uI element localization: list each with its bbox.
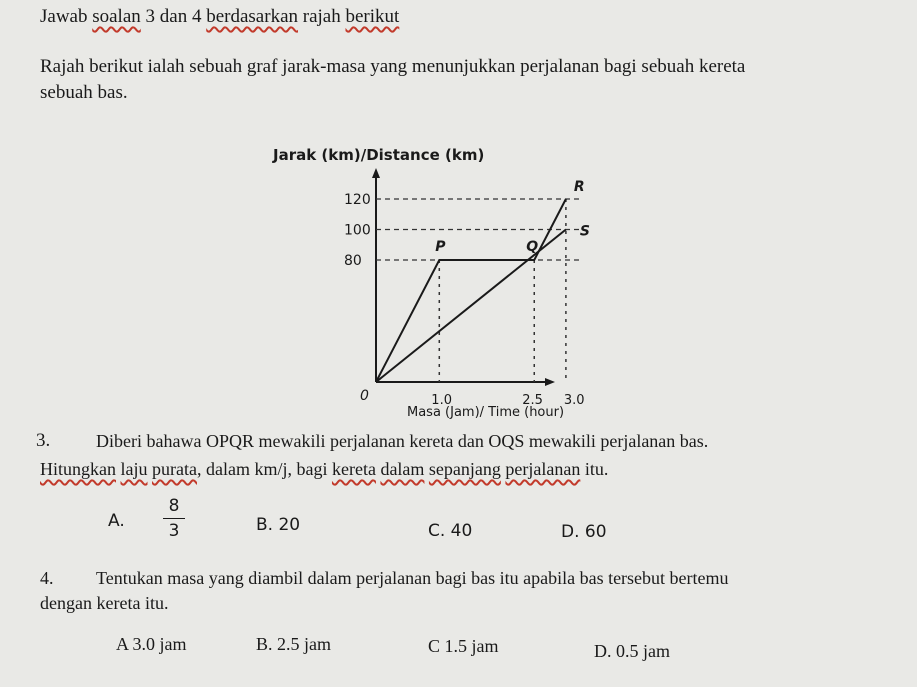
q4-option-d[interactable]: D. 0.5 jam (594, 641, 670, 661)
intro-line-2: sebuah bas. (40, 82, 128, 103)
q3-option-a-label[interactable]: A. (108, 511, 125, 531)
fraction-bar (163, 518, 185, 519)
y-tick-label-80: 80 (344, 253, 362, 269)
fraction-numerator: 8 (168, 496, 180, 516)
intro-line-1: Rajah berikut ialah sebuah graf jarak-masa yang menunjukkan perjalanan bagi sebuah kereta (40, 56, 746, 77)
x-tick-label-2.5: 2.5 (522, 393, 543, 408)
q3-option-a-fraction[interactable] (163, 496, 185, 541)
q3-line-2: Hitungkan laju purata, dalam km/j, bagi kereta dalam sepanjang perjalanan itu. (40, 459, 609, 479)
q3-line-1: Diberi bahawa OPQR mewakili perjalanan kereta dan OQS mewakili perjalanan bas. (96, 431, 709, 451)
q4-option-a[interactable]: A 3.0 jam (116, 634, 187, 654)
q3-option-b[interactable]: B. 20 (256, 515, 301, 535)
q4-line-1: Tentukan masa yang diambil dalam perjalanan bagi bas itu apabila bas tersebut bertemu (96, 568, 729, 588)
instruction-line: Jawab soalan 3 dan 4 berdasarkan rajah berikut (40, 6, 400, 27)
series-line-0 (376, 199, 566, 382)
x-tick-label-1.0: 1.0 (431, 393, 452, 408)
q3-number: 3. (36, 430, 51, 451)
x-tick-label-3.0: 3.0 (563, 393, 585, 408)
q4-line-2: dengan kereta itu. (40, 593, 169, 613)
point-label-Q: Q (526, 239, 539, 255)
q4-option-c[interactable]: C 1.5 jam (428, 636, 499, 656)
chart-title: Jarak (km)/Distance (km) (273, 146, 485, 164)
fraction-denominator: 3 (168, 521, 180, 541)
distance-time-graph (255, 140, 595, 430)
x-axis-label: Masa (Jam)/ Time (hour) (407, 405, 565, 420)
origin-label: 0 (360, 388, 369, 404)
y-tick-label-120: 120 (344, 192, 371, 208)
chart-layer (344, 179, 590, 408)
y-axis-arrow (372, 168, 380, 178)
q3-option-d[interactable]: D. 60 (561, 522, 607, 542)
x-axis-arrow (545, 378, 555, 386)
point-label-R: R (573, 179, 585, 195)
q4-number: 4. (40, 568, 54, 588)
q4-option-b[interactable]: B. 2.5 jam (256, 634, 331, 654)
q3-option-c[interactable]: C. 40 (428, 521, 473, 541)
point-label-S: S (579, 223, 590, 240)
point-label-P: P (435, 239, 446, 255)
y-tick-label-100: 100 (344, 222, 371, 239)
